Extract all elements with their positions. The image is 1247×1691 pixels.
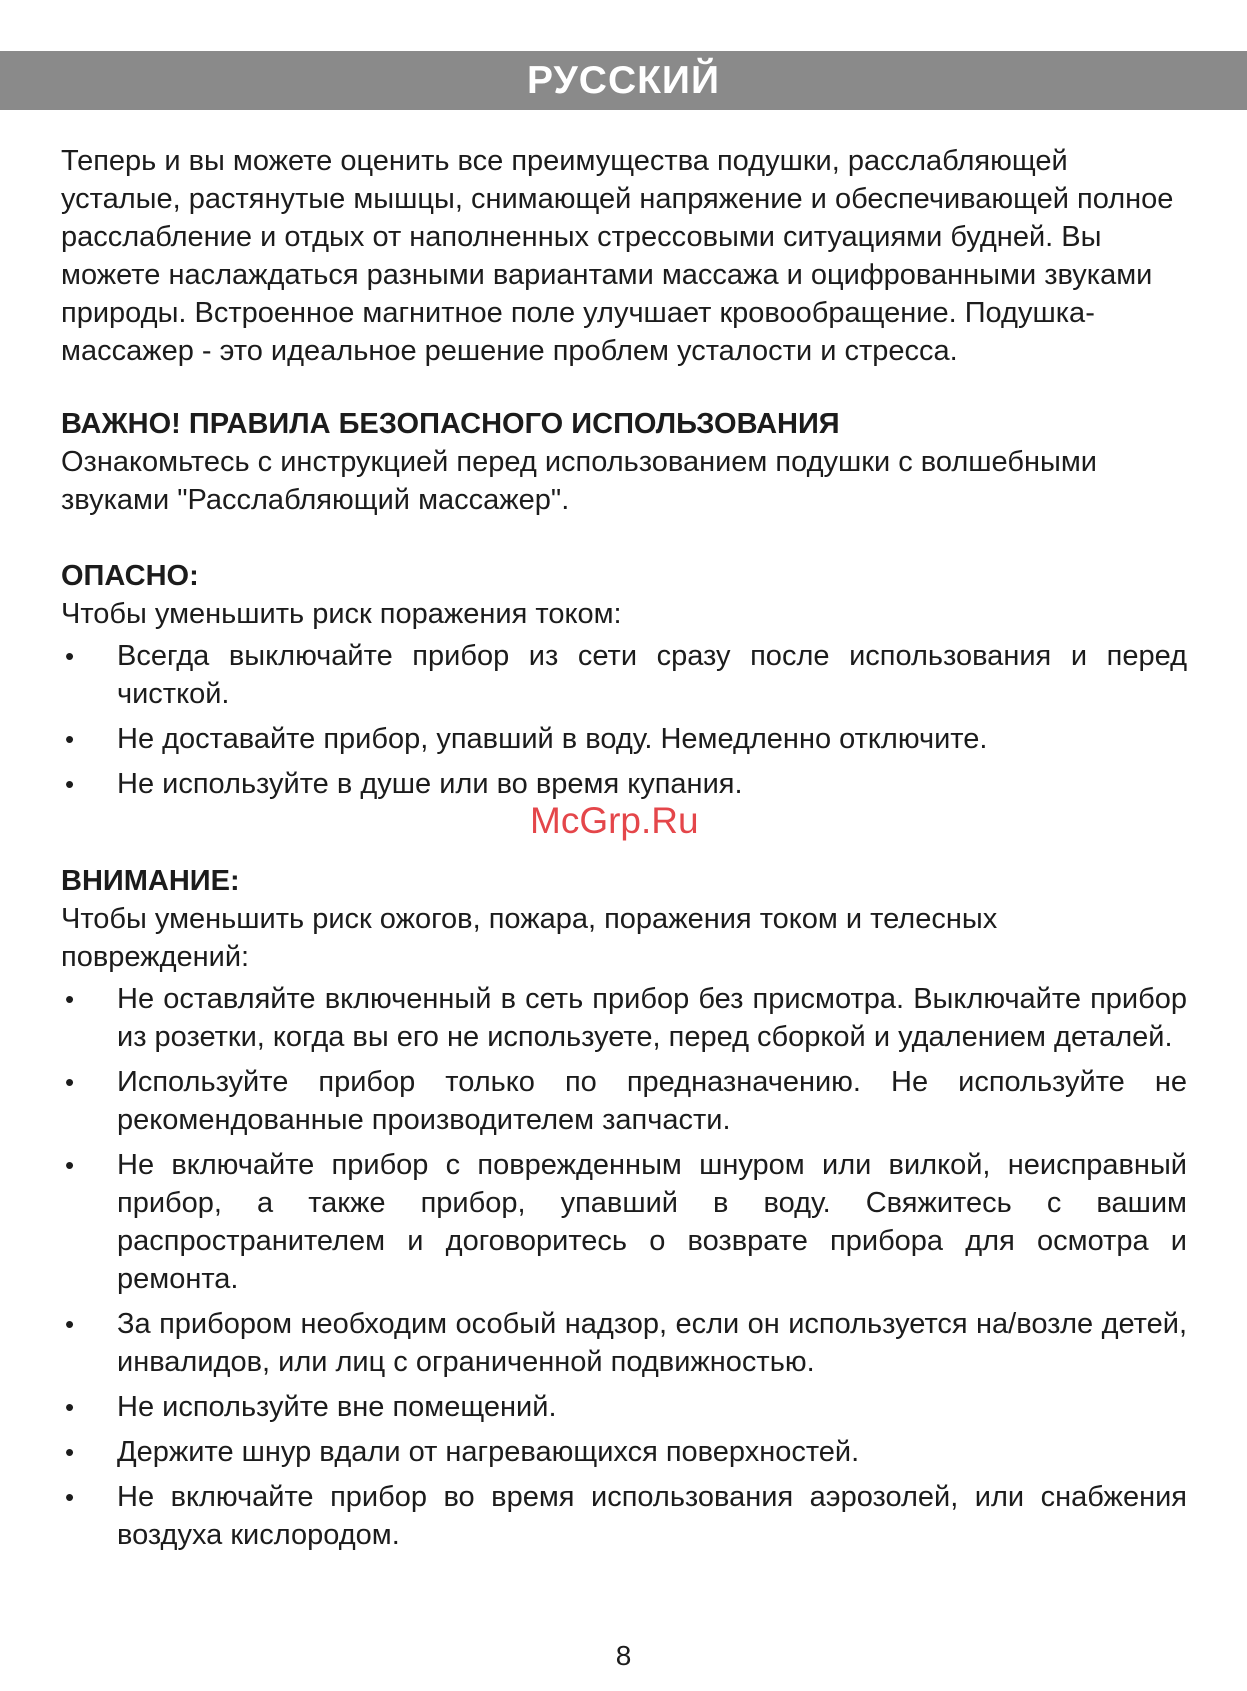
list-item: • Не используйте вне помещений. xyxy=(61,1388,1187,1426)
bullet-icon: • xyxy=(65,1150,75,1180)
bullet-icon: • xyxy=(65,769,75,799)
list-item: • Не доставайте прибор, упавший в воду. Немедленно отключите. xyxy=(61,720,1187,758)
bullet-icon: • xyxy=(65,1309,75,1339)
important-text: Ознакомьтесь с инструкцией перед использованием подушки с волшебными звуками "Расслабляющий массажер". xyxy=(61,446,1097,516)
important-heading: ВАЖНО! ПРАВИЛА БЕЗОПАСНОГО ИСПОЛЬЗОВАНИЯ xyxy=(61,408,840,440)
warning-intro: Чтобы уменьшить риск ожогов, пожара, поражения током и телесных повреждений: xyxy=(61,903,998,973)
document-body xyxy=(61,142,1187,1561)
warning-list xyxy=(61,980,1187,1554)
intro-paragraph: Теперь и вы можете оценить все преимущества подушки, расслабляющей усталые, растянутые мышцы, снимающей напряжение и обеспечивающей полное расслабление и отдых от наполненных стрессовыми ситуациями будней. Вы можете наслаждаться разными вариантами массажа и оцифрованными звуками природы. Встроенное магнитное поле улучшает кровообращение. Подушка- массажер - это идеальное решение проблем усталости и стресса. xyxy=(61,145,1174,367)
bullet-icon: • xyxy=(65,984,75,1014)
danger-heading: ОПАСНО: xyxy=(61,560,199,592)
list-item: • Не оставляйте включенный в сеть прибор без присмотра. Выключайте прибор из розетки, когда вы его не используете, перед сборкой и удалением деталей. xyxy=(61,980,1187,1056)
bullet-icon: • xyxy=(65,1482,75,1512)
danger-intro: Чтобы уменьшить риск поражения током: xyxy=(61,598,622,630)
list-item: • Не используйте в душе или во время купания. xyxy=(61,765,1187,803)
list-item: • Всегда выключайте прибор из сети сразу после использования и перед чисткой. xyxy=(61,637,1187,713)
bullet-icon: • xyxy=(65,1067,75,1097)
list-item: • Используйте прибор только по предназначению. Не используйте не рекомендованные производителем запчасти. xyxy=(61,1063,1187,1139)
list-item: • За прибором необходим особый надзор, если он используется на/возле детей, инвалидов, или лиц с ограниченной подвижностью. xyxy=(61,1305,1187,1381)
list-item: • Не включайте прибор с поврежденным шнуром или вилкой, неисправный прибор, а также прибор, упавший в воду. Свяжитесь с вашим распространителем и договоритесь о возврате прибора для осмотра и ремонта. xyxy=(61,1146,1187,1298)
header-band xyxy=(0,51,1247,110)
watermark: McGrp.Ru xyxy=(530,800,699,841)
bullet-icon: • xyxy=(65,1392,75,1422)
bullet-icon: • xyxy=(65,641,75,671)
list-item: • Не включайте прибор во время использования аэрозолей, или снабжения воздуха кислородом. xyxy=(61,1478,1187,1554)
list-item: • Держите шнур вдали от нагревающихся поверхностей. xyxy=(61,1433,1187,1471)
bullet-icon: • xyxy=(65,1437,75,1467)
page-number: 8 xyxy=(615,1640,632,1671)
page-title: РУССКИЙ xyxy=(527,59,720,102)
warning-heading: ВНИМАНИЕ: xyxy=(61,865,240,897)
danger-list xyxy=(61,637,1187,803)
bullet-icon: • xyxy=(65,724,75,754)
